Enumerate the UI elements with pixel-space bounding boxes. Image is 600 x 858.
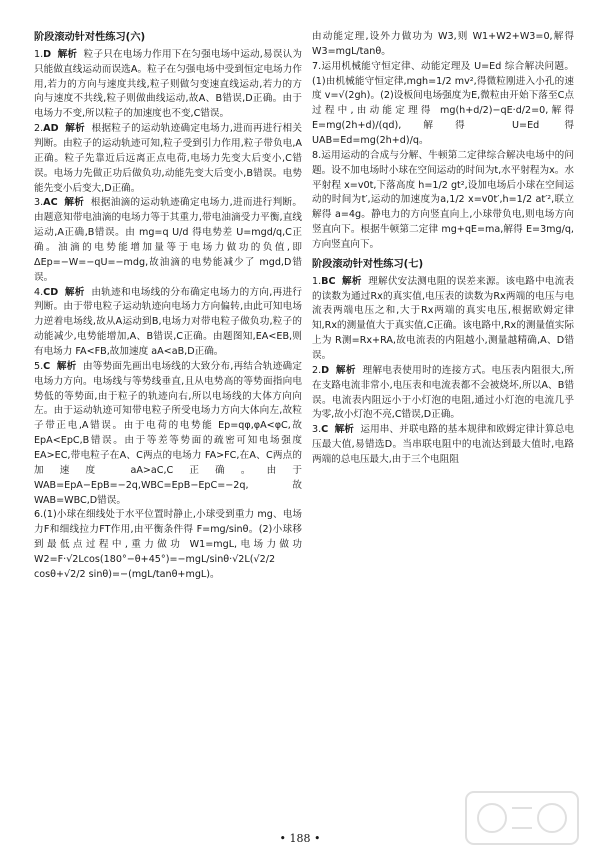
answer-item-s1 xyxy=(312,275,574,364)
item-tag: 解析 xyxy=(335,364,356,376)
item-number: 5. xyxy=(34,360,44,372)
item-number: 3. xyxy=(34,197,44,209)
item-tag: 解析 xyxy=(64,197,85,209)
item-text: (1)小球在细线处于水平位置时静止,小球受到重力 mg、电场力F和细线拉力FT作用,由平衡条件得 F=mg/sinθ。(2)小球移到最低点过程中,重力做功 W1=mgL,电场力做功 W2=F·√2Lcos(180°−θ+45°)=−mgL/sinθ·√2L(√2/2 cosθ+√2/2 sinθ)=−(mgL/tanθ+mgL)。 xyxy=(34,509,302,580)
item-tag: 解析 xyxy=(342,275,362,287)
right-column xyxy=(312,30,574,830)
item-answer: CD xyxy=(43,286,59,298)
item-text: 根据油滴的运动轨迹确定电场力,进而进行判断。由题意知带电油滴的电场力等于其重力,带电油滴受力平衡,直线运动,A正确,B错误。由 mg=q U/d 得电势差 U=mgd/q,C正确。油滴的电势能增加量等于电场力做功的负值,即 ΔEp=−W=−qU=−mdg,故油滴的电势能减少了 mgd,D错误。 xyxy=(34,197,302,283)
item-text: 由轨迹和电场线的分布确定电场力的方向,再进行判断。由于带电粒子运动轨迹向电场力方向偏转,由此可知电场力逆着电场线,故从A运动到B,电场力对带电粒子做负功,粒子的动能减少,电势能增加,A、B错误,C正确。由题图知,EA<EB,则有电场力 FA<FB,故加速度 aA<aB,D正确。 xyxy=(34,286,302,357)
section-title-7: 阶段滚动针对性练习(七) xyxy=(312,258,424,270)
item-number: 7. xyxy=(312,60,322,72)
left-column xyxy=(34,30,302,830)
answer-item-4 xyxy=(34,286,302,360)
item-tag: 解析 xyxy=(65,123,85,135)
answer-item-7 xyxy=(312,60,574,149)
item-text: 由动能定理,设外力做功为 W3,则 W1+W2+W3=0,解得 W3=mgL/tanθ。 xyxy=(312,31,574,57)
item-number: 1. xyxy=(34,48,44,60)
item-text: 由等势面先画出电场线的大致分布,再结合轨迹确定电场力方向。电场线与等势线垂直,且从电势高的等势面指向电势低的等势面,由于粒子的轨迹向右,所以电场线的大体方向向左。由于运动轨迹可知带电粒子所受电场力方向大体向左,故粒子带正电,A错误。由于电荷的电势能 Ep=qφ,φA<φC,故 EpA<EpC,B错误。由于等差等势面的疏密可知电场强度 EA>EC,带电粒子在A、C两点的电场力 FA>FC,在A、C两点的加速度 aA>aC,C正确。由于 WAB=EpA−EpB=−2q,WBC=EpB−EpC=−2q,故 WAB=WBC,D错误。 xyxy=(34,360,302,506)
answer-item-5 xyxy=(34,360,302,509)
item-answer: AC xyxy=(43,197,58,209)
answer-item-8 xyxy=(312,149,574,253)
item-number: 2. xyxy=(34,123,44,135)
answer-item-s2 xyxy=(312,364,574,423)
item-text: 运用机械能守恒定律、动能定理及 U=Ed 综合解决问题。(1)由机械能守恒定律,mgh=1/2 mv²,得微粒刚进入小孔的速度 v=√(2gh)。(2)设板间电场强度为E,微粒由开始下落至C点过程中,由动能定理得 mg(h+d/2)−qE·d/2=0,解得 E=mg(2h+d)/(qd),解得 U=Ed 得 UAB=Ed=mg(2h+d)/q。 xyxy=(312,60,574,147)
answer-item-6-cont xyxy=(312,30,574,60)
answer-item-6 xyxy=(34,508,302,582)
item-number: 3. xyxy=(312,424,322,436)
answer-item-2 xyxy=(34,122,302,196)
item-text: 运用运动的合成与分解、牛顿第二定律综合解决电场中的问题。设不加电场时小球在空间运动的时间为t,水平射程为x。水平射程 x=v0t,下落高度 h=1/2 gt²,设加电场后小球在空间运动的时间为t′,运动的加速度为a,1/2 x=v0t′,h=1/2 at′²,联立解得 a=4g。静电力的方向竖直向上,小球带负电,则电场方向竖直向下。根据牛顿第二定律 mg+qE=ma,解得 E=3mg/q,方向竖直向下。 xyxy=(312,149,574,251)
watermark-stamp-icon xyxy=(462,788,582,848)
section-title-6: 阶段滚动针对性练习(六) xyxy=(34,32,146,43)
item-answer: AD xyxy=(43,123,59,135)
item-number: 1. xyxy=(312,275,322,287)
answer-item-1 xyxy=(34,48,302,122)
item-tag: 解析 xyxy=(334,424,354,436)
item-number: 4. xyxy=(34,286,44,298)
item-text: 粒子只在电场力作用下在匀强电场中运动,易误认为只能做直线运动而误选A。粒子在匀强电场中受到恒定电场力作用,若力的方向与速度共线,粒子则做匀变速直线运动,若力的方向与速度不共线,粒子则做曲线运动,故A、B错误,D正确。由于电场力不变,所以粒子的加速度也不变,C错误。 xyxy=(34,48,302,120)
answer-item-3 xyxy=(34,196,302,285)
item-tag: 解析 xyxy=(56,360,77,372)
page-number: • 188 • xyxy=(279,832,321,845)
item-answer: C xyxy=(321,424,329,436)
item-number: 6. xyxy=(34,509,44,521)
item-tag: 解析 xyxy=(64,286,85,298)
item-text: 理解电表使用时的连接方式。电压表内阻很大,所在支路电流非常小,电压表和电流表都不会被烧坏,所以A、B错误。电流表内阻远小于小灯泡的电阻,通过小灯泡的电流几乎为零,故小灯泡不亮,C错误,D正确。 xyxy=(312,364,574,421)
item-text: 根据粒子的运动轨迹确定电场力,进而再进行相关判断。由粒子的运动轨迹可知,粒子受到引力作用,粒子带负电,A正确。粒子先靠近后远离正点电荷,电场力先变大后变小,C错误。电场力先做正功后做负功,动能先变大后变小,B错误。电势能先变小后变大,D正确。 xyxy=(34,123,302,194)
item-answer: D xyxy=(43,48,52,60)
answer-item-s3 xyxy=(312,423,574,468)
item-number: 2. xyxy=(312,364,322,376)
item-text: 运用串、并联电路的基本规律和欧姆定律计算总电压最大值,易错选D。当串联电阻中的电流达到最大值时,电路两端的总电压最大,由于三个电阻阻 xyxy=(312,424,574,466)
item-answer: D xyxy=(321,364,330,376)
item-number: 8. xyxy=(312,149,322,161)
item-text: 理解伏安法测电阻的误差来源。该电路中电流表的读数为通过Rx的真实值,电压表的读数为Rx两端的电压与电流表两端电压之和,大于Rx两端的真实电压,根据欧姆定律知,Rx的测量值大于真实值,C正确。该电路中,Rx的测量值实际上为 R测=Rx+RA,故电流表的内阻越小,测量越精确,A、D错误。 xyxy=(312,275,574,361)
item-answer: BC xyxy=(321,275,336,287)
item-answer: C xyxy=(43,360,51,372)
item-tag: 解析 xyxy=(57,48,78,60)
